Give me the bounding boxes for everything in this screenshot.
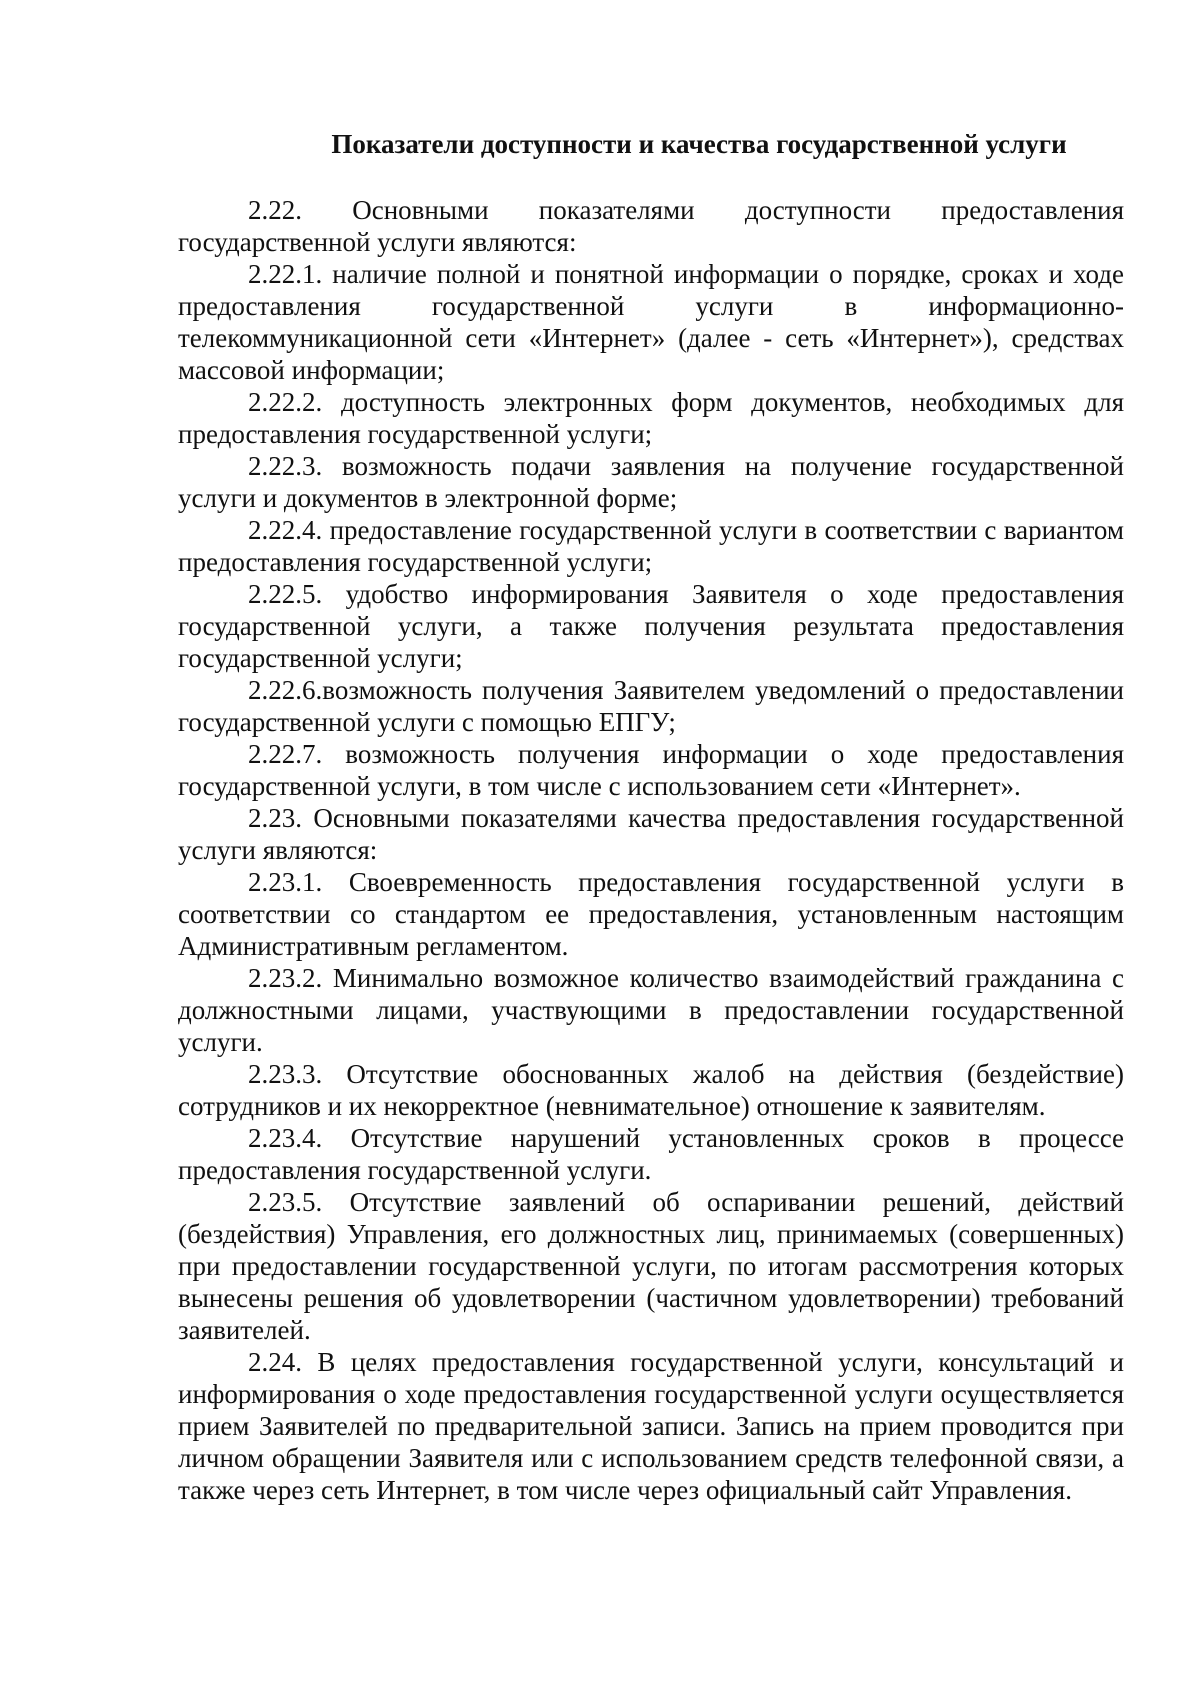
paragraph-2-23-3: 2.23.3. Отсутствие обоснованных жалоб на действия (бездействие) сотрудников и их некорректное (невнимательное) отношение к заявителям. [178, 1059, 1124, 1121]
paragraph-2-23-5: 2.23.5. Отсутствие заявлений об оспаривании решений, действий (бездействия) Управления, его должностных лиц, принимаемых (совершенных) при предоставлении государственной услуги, по итогам рассмотрения которых вынесены решения об удовлетворении (частичном удовлетворении) требований заявителей. [178, 1187, 1124, 1345]
paragraph-2-22-7: 2.22.7. возможность получения информации о ходе предоставления государственной услуги, в том числе с использованием сети «Интернет». [178, 739, 1124, 801]
paragraph-2-22-1: 2.22.1. наличие полной и понятной информации о порядке, сроках и ходе предоставления государственной услуги в информационно-телекоммуникационной сети «Интернет» (далее - сеть «Интернет»), средствах массовой информации; [178, 259, 1124, 385]
paragraph-2-23-1: 2.23.1. Своевременность предоставления государственной услуги в соответствии со стандартом ее предоставления, установленным настоящим Административным регламентом. [178, 867, 1124, 961]
paragraph-2-22-5: 2.22.5. удобство информирования Заявителя о ходе предоставления государственной услуги, а также получения результата предоставления государственной услуги; [178, 579, 1124, 673]
paragraph-2-22-3: 2.22.3. возможность подачи заявления на получение государственной услуги и документов в электронной форме; [178, 451, 1124, 513]
paragraph-2-22-2: 2.22.2. доступность электронных форм документов, необходимых для предоставления государственной услуги; [178, 387, 1124, 449]
paragraph-2-22: 2.22. Основными показателями доступности предоставления государственной услуги являются: [178, 195, 1124, 257]
paragraph-2-22-4: 2.22.4. предоставление государственной услуги в соответствии с вариантом предоставления государственной услуги; [178, 515, 1124, 577]
paragraph-2-23: 2.23. Основными показателями качества предоставления государственной услуги являются: [178, 803, 1124, 865]
paragraph-2-23-2: 2.23.2. Минимально возможное количество взаимодействий гражданина с должностными лицами, участвующими в предоставлении государственной услуги. [178, 963, 1124, 1057]
section-title: Показатели доступности и качества государственной услуги [331, 129, 1067, 159]
paragraph-2-23-4: 2.23.4. Отсутствие нарушений установленных сроков в процессе предоставления государственной услуги. [178, 1123, 1124, 1185]
paragraph-2-24: 2.24. В целях предоставления государственной услуги, консультаций и информирования о ходе предоставления государственной услуги осуществляется прием Заявителей по предварительной записи. Запись на прием проводится при личном обращении Заявителя или с использованием средств телефонной связи, а также через сеть Интернет, в том числе через официальный сайт Управления. [178, 1347, 1124, 1505]
paragraph-2-22-6: 2.22.6.возможность получения Заявителем уведомлений о предоставлении государственной услуги с помощью ЕПГУ; [178, 675, 1124, 737]
document-body [178, 128, 1124, 1506]
